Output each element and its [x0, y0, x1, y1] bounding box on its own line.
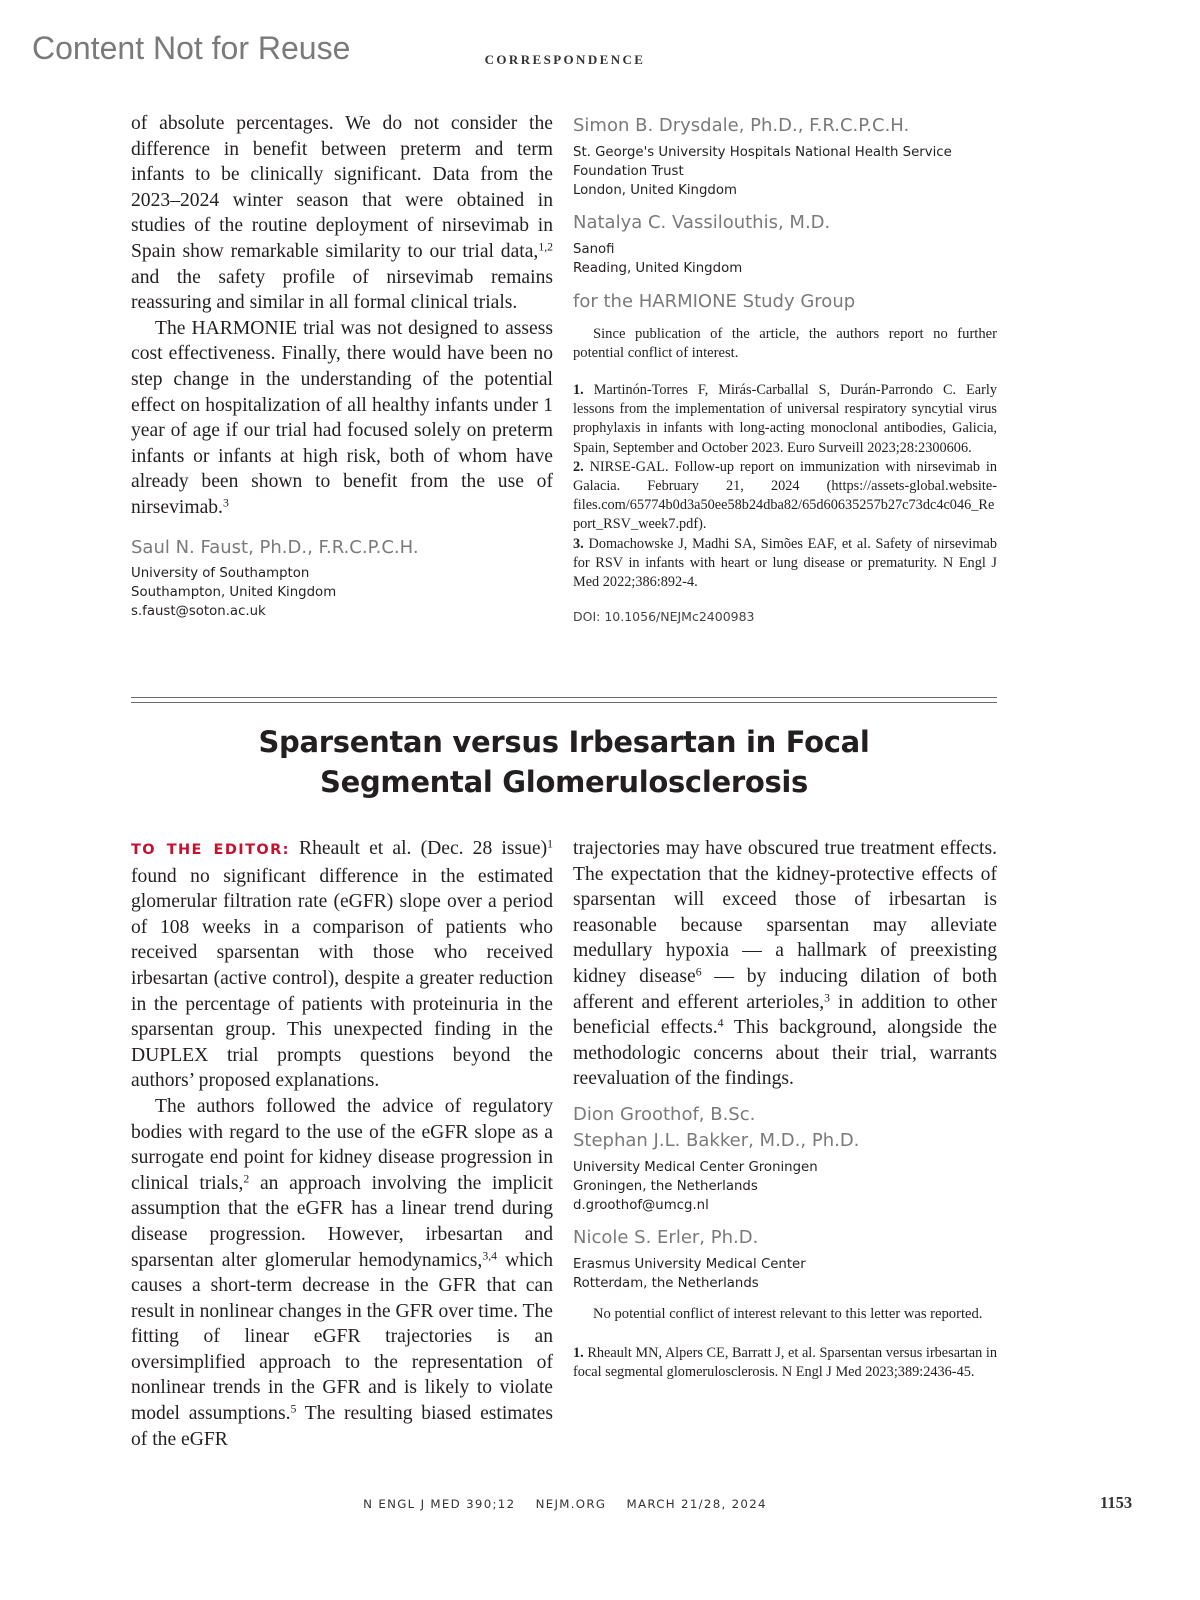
reference-item: 3. Domachowske J, Madhi SA, Simões EAF, et al. Safety of nirsevimab for RSV in infants with heart or lung disease or prematurity. N Engl J Med 2022;386:892-4.	[573, 535, 998, 591]
prev-letter-right-column	[573, 113, 997, 624]
reference-item: 1. Rheault MN, Alpers CE, Barratt J, et al. Sparsentan versus irbesartan in focal segmental glomerulosclerosis. N Engl J Med 2023;389:2436-45.	[573, 1344, 997, 1381]
letter-paragraph: TO THE EDITOR: Rheault et al. (Dec. 28 issue)$^1$ found no significant difference in the estimated glomerular filtration rate (eGFR) slope over a period of 108 weeks in a comparison of patients who received sparsentan with those who received irbesartan (active control), despite a greater reduction in the percentage of patients with proteinuria in the sparsentan group. This unexpected finding in the DUPLEX trial prompts questions beyond the authors’ proposed explanations.	[131, 837, 553, 1092]
author-affiliation: Erasmus University Medical Center	[573, 1256, 806, 1272]
reference-item: 2. NIRSE-GAL. Follow-up report on immunization with nirsevimab in Galacia. February 21, 2024 (https://assets-global.website-files.com/65774b0d3a50ee58b24dba82/65d60635257b27c73dc4c046_Report_RSV_week7.pdf).	[573, 458, 997, 533]
letter-paragraph: The authors followed the advice of regulatory bodies with regard to the use of the eGFR slope as a surrogate end point for kidney disease progression in clinical trials,$^2$ an approach involving the implicit assumption that the eGFR has a linear trend during disease progression. However, irbesartan and sparsentan alter glomerular hemodynamics,$^{3,4}$ which causes a short-term decrease in the GFR that can result in nonlinear changes in the GFR over time. The fitting of linear eGFR trajectories is an oversimplified approach to the representation of nonlinear trends in the GFR and is likely to violate model assumptions.$^5$ The resulting biased estimates of the eGFR	[131, 1095, 553, 1450]
author-name: Dion Groothof, B.Sc.	[573, 1103, 756, 1125]
author-name: Nicole S. Erler, Ph.D.	[573, 1226, 759, 1248]
author-affiliation: St. George's University Hospitals National Health Service	[573, 145, 952, 160]
study-group: for the HARMIONE Study Group	[573, 291, 856, 312]
page-number: 1153	[1100, 1493, 1133, 1512]
doi: DOI: 10.1056/NEJMc2400983	[573, 609, 755, 625]
conflict-statement: Since publication of the article, the authors report no further potential conflict of interest.	[573, 326, 997, 361]
editor-tag: TO THE EDITOR:	[131, 842, 290, 858]
letter-paragraph: trajectories may have obscured true treatment effects. The expectation that the kidney-protective effects of sparsentan will exceed those of irbesartan is reasonable because sparsentan may alleviate medullary hypoxia — a hallmark of preexisting kidney disease$^6$ — by inducing dilation of both afferent and efferent arterioles,$^3$ in addition to other beneficial effects.$^4$ This background, alongside the methodologic concerns about their trial, warrants reevaluation of the findings.	[573, 838, 997, 1090]
watermark: Content Not for Reuse	[32, 30, 351, 66]
author-affiliation: Southampton, United Kingdom	[131, 584, 337, 600]
running-head: CORRESPONDENCE	[484, 52, 646, 67]
author-affiliation: Rotterdam, the Netherlands	[573, 1275, 759, 1291]
author-name: Natalya C. Vassilouthis, M.D.	[573, 212, 831, 233]
author-name: Saul N. Faust, Ph.D., F.R.C.P.C.H.	[131, 536, 419, 558]
author-affiliation: Foundation Trust	[573, 164, 684, 179]
author-affiliation: London, United Kingdom	[573, 183, 737, 198]
conflict-statement: No potential conflict of interest relevant to this letter was reported.	[593, 1305, 983, 1322]
prev-letter-left-column	[131, 111, 553, 621]
author-affiliation: University of Southampton	[131, 565, 310, 581]
author-affiliation: Reading, United Kingdom	[573, 261, 743, 276]
letter-right-column	[573, 836, 997, 1382]
author-affiliation: Groningen, the Netherlands	[573, 1178, 758, 1194]
author-name: Stephan J.L. Bakker, M.D., Ph.D.	[573, 1129, 860, 1151]
reference-item: 1. Martinón-Torres F, Mirás-Carballal S, Durán-Parrondo C. Early lessons from the implementation of universal respiratory syncytial virus prophylaxis in infants with long-acting monoclonal antibodies, Galicia, Spain, September and October 2023. Euro Surveill 2023;28:2300606.	[573, 382, 998, 456]
section-divider	[131, 702, 997, 703]
article-title: Sparsentan versus Irbesartan in Focal Segmental Glomerulosclerosis	[258, 725, 870, 799]
author-affiliation: Sanofi	[573, 242, 615, 257]
prev-letter-paragraph: The HARMONIE trial was not designed to assess cost effectiveness. Finally, there would have been no step change in the understanding of the potential effect on hospitalization of all healthy infants under 1 year of age if our trial had focused solely on preterm infants or infants at high risk, both of whom have already been shown to benefit from the use of nirsevimab.$^3$	[131, 317, 553, 518]
author-email[interactable]: s.faust@soton.ac.uk	[131, 603, 266, 619]
prev-letter-paragraph: of absolute percentages. We do not consider the difference in benefit between preterm and term infants to be clinically significant. Data from the 2023–2024 winter season that were obtained in studies of the routine deployment of nirsevimab in Spain show remarkable similarity to our trial data,$^{1,2}$ and the safety profile of nirsevimab remains reassuring and similar in all formal clinical trials.	[131, 113, 553, 314]
author-affiliation: University Medical Center Groningen	[573, 1159, 818, 1175]
letter-left-column	[131, 836, 553, 1452]
page-footer: N ENGL J MED 390;12 NEJM.ORG MARCH 21/28, 2024	[363, 1497, 767, 1511]
author-email[interactable]: d.groothof@umcg.nl	[573, 1197, 709, 1213]
section-divider	[131, 697, 997, 698]
author-name: Simon B. Drysdale, Ph.D., F.R.C.P.C.H.	[573, 115, 910, 136]
